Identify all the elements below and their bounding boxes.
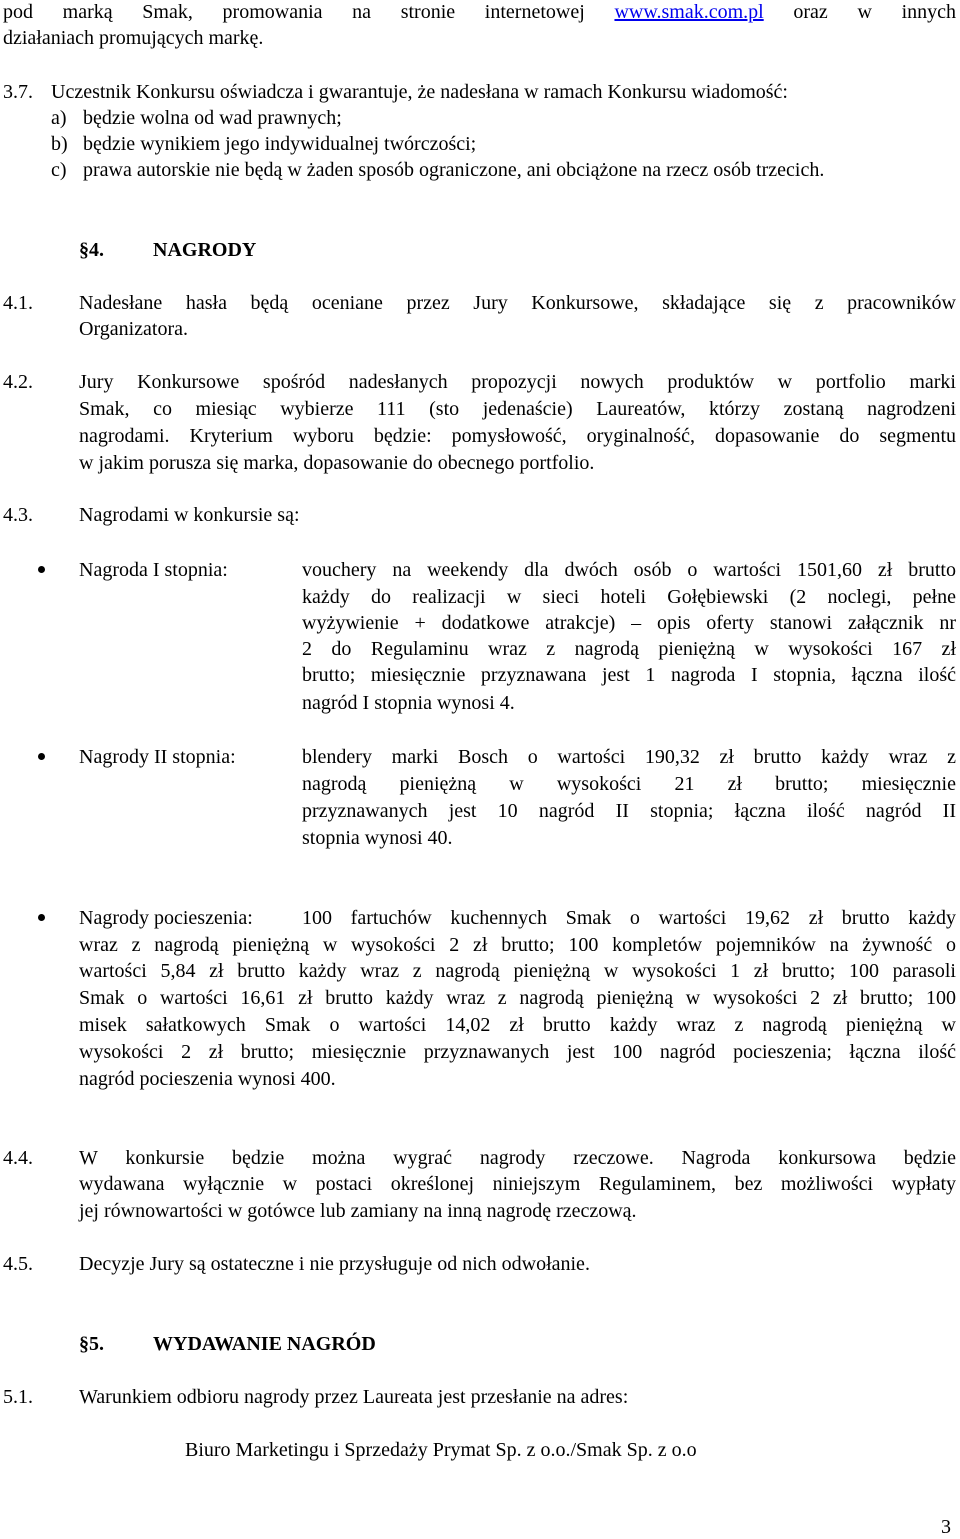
paragraph-4-4-line: jej równowartości w gotówce lub zamiany na inną nagrodę rzeczową. xyxy=(79,1200,637,1222)
prize-1-line: każdy do realizacji w sieci hoteli Gołębiewski (2 noclegi, pełne xyxy=(302,586,956,608)
bullet-icon xyxy=(38,753,45,760)
prize-3-label: Nagrody pocieszenia: xyxy=(79,907,253,929)
paragraph-4-4-number: 4.4. xyxy=(3,1147,33,1169)
prize-3-line: misek sałatkowych Smak o wartości 14,02 zł brutto każdy wraz z nagrodą pieniężną w xyxy=(79,1014,956,1036)
paragraph-4-3-number: 4.3. xyxy=(3,504,33,526)
bullet-icon xyxy=(38,914,45,921)
prize-2-label: Nagrody II stopnia: xyxy=(79,746,236,768)
list-label-a: a) xyxy=(51,107,67,129)
smak-website-link[interactable]: www.smak.com.pl xyxy=(614,1,764,23)
prize-2-line: przyznawanych jest 10 nagród II stopnia; łączna ilość nagród II xyxy=(302,800,956,822)
paragraph-4-4-line: W konkursie będzie można wygrać nagrody rzeczowe. Nagroda konkursowa będzie xyxy=(79,1147,956,1169)
paragraph-4-2-line: Smak, co miesiąc wybierze 111 (sto jedenaście) Laureatów, którzy zostaną nagrodzeni xyxy=(79,398,956,420)
section-3-7-text: Uczestnik Konkursu oświadcza i gwarantuje, że nadesłana w ramach Konkursu wiadomość: xyxy=(51,81,788,103)
paragraph-4-2-number: 4.2. xyxy=(3,371,33,393)
top-line-2: działaniach promujących markę. xyxy=(3,27,264,49)
paragraph-4-4-line: wydawana wyłącznie w postaci określonej niniejszym Regulaminem, bez możliwości wypłaty xyxy=(79,1173,956,1195)
top-text-b: oraz w innych xyxy=(793,1,957,23)
list-label-c: c) xyxy=(51,159,67,181)
list-item-b: będzie wynikiem jego indywidualnej twórczości; xyxy=(83,133,477,155)
paragraph-4-1-line: Nadesłane hasła będą oceniane przez Jury Konkursowe, składające się z pracowników xyxy=(79,292,956,314)
paragraph-4-2-line: Jury Konkursowe spośród nadesłanych propozycji nowych produktów w portfolio marki xyxy=(79,371,956,393)
prize-1-line: nagród I stopnia wynosi 4. xyxy=(302,692,515,714)
prize-3-line: wysokości 2 zł brutto; miesięcznie przyznawanych jest 100 nagród pocieszenia; łączna ilość xyxy=(79,1041,956,1063)
list-item-c: prawa autorskie nie będą w żaden sposób ograniczone, ani obciążone na rzecz osób trzecich. xyxy=(83,159,825,181)
paragraph-4-3-text: Nagrodami w konkursie są: xyxy=(79,504,300,526)
paragraph-4-2-line: w jakim porusza się marka, dopasowanie do obecnego portfolio. xyxy=(79,452,595,474)
prize-1-label: Nagroda I stopnia: xyxy=(79,559,228,581)
prize-1-line: 2 do Regulaminu wraz z nagrodą pieniężną w wysokości 167 zł xyxy=(302,638,956,660)
prize-2-line: stopnia wynosi 40. xyxy=(302,827,453,849)
prize-1-line: wyżywienie + dodatkowe atrakcje) – opis oferty stanowi załącznik nr xyxy=(302,612,956,634)
top-text-a: pod marką Smak, promowania na stronie internetowej xyxy=(3,1,585,23)
section-3-7-number: 3.7. xyxy=(3,81,33,103)
paragraph-4-5-text: Decyzje Jury są ostateczne i nie przysługuje od nich odwołanie. xyxy=(79,1253,590,1275)
section-4-title: NAGRODY xyxy=(153,239,257,261)
paragraph-4-1-number: 4.1. xyxy=(3,292,33,314)
page-number: 3 xyxy=(941,1516,951,1538)
list-label-b: b) xyxy=(51,133,68,155)
paragraph-5-1-number: 5.1. xyxy=(3,1386,33,1408)
list-item-a: będzie wolna od wad prawnych; xyxy=(83,107,342,129)
address: Biuro Marketingu i Sprzedaży Prymat Sp. z o.o./Smak Sp. z o.o xyxy=(185,1439,697,1461)
prize-3-line: Smak o wartości 16,61 zł brutto każdy wraz z nagrodą pieniężną w wysokości 2 zł brutto; 100 xyxy=(79,987,956,1009)
bullet-icon xyxy=(38,566,45,573)
prize-1-line: brutto; miesięcznie przyznawana jest 1 nagroda I stopnia, łączna ilość xyxy=(302,664,956,686)
paragraph-4-5-number: 4.5. xyxy=(3,1253,33,1275)
prize-3-line: wartości 5,84 zł brutto każdy wraz z nagrodą pieniężną w wysokości 1 zł brutto; 100 parasoli xyxy=(79,960,956,982)
top-line-1 xyxy=(3,0,956,24)
prize-1-line: vouchery na weekendy dla dwóch osób o wartości 1501,60 zł brutto xyxy=(302,559,956,581)
prize-3-line: nagród pocieszenia wynosi 400. xyxy=(79,1068,336,1090)
paragraph-5-1-text: Warunkiem odbioru nagrody przez Laureata jest przesłanie na adres: xyxy=(79,1386,629,1408)
prize-2-line: blendery marki Bosch o wartości 190,32 zł brutto każdy wraz z xyxy=(302,746,956,768)
section-4-number: §4. xyxy=(79,239,104,261)
prize-2-line: nagrodą pieniężną w wysokości 21 zł brutto; miesięcznie xyxy=(302,773,956,795)
prize-3-line: wraz z nagrodą pieniężną w wysokości 2 zł brutto; 100 kompletów pojemników na żywność o xyxy=(79,934,956,956)
paragraph-4-2-line: nagrodami. Kryterium wyboru będzie: pomysłowość, oryginalność, dopasowanie do segmentu xyxy=(79,425,956,447)
section-5-number: §5. xyxy=(79,1333,104,1355)
prize-3-first-line: 100 fartuchów kuchennych Smak o wartości 19,62 zł brutto każdy xyxy=(302,907,956,929)
paragraph-4-1-line: Organizatora. xyxy=(79,318,189,340)
section-5-title: WYDAWANIE NAGRÓD xyxy=(153,1333,376,1355)
